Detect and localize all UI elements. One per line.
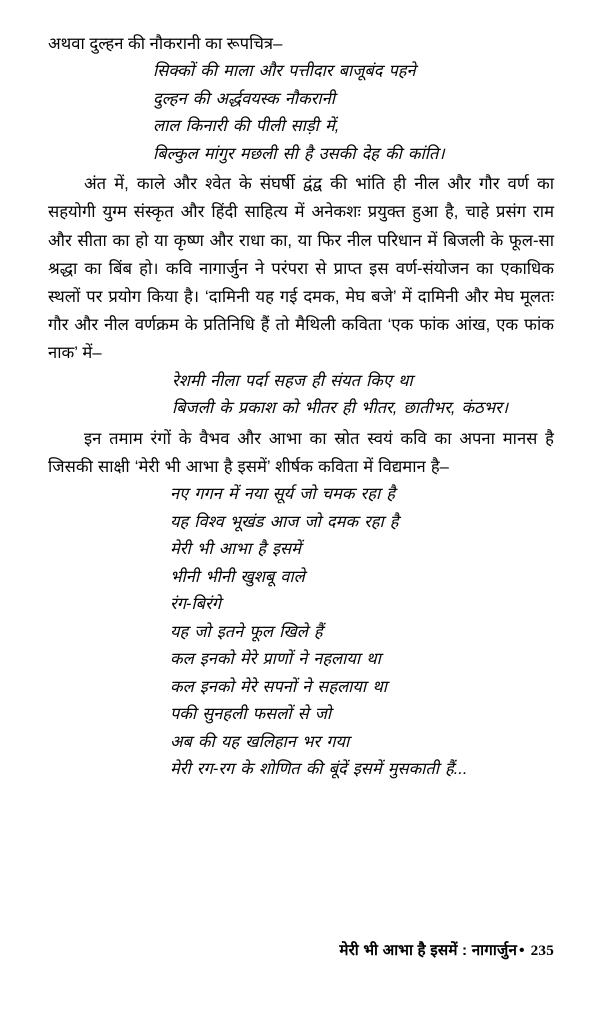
verse-line: कल इनको मेरे सपनों ने सहलाया था (170, 677, 387, 696)
verse-line: बिजली के प्रकाश को भीतर ही भीतर, छातीभर, कंठभर। (172, 399, 509, 418)
verse-block-3 (170, 481, 554, 784)
verse-line: रंग-बिरंगे (170, 595, 221, 614)
page-footer (0, 940, 554, 960)
verse-line: यह जो इतने फूल खिले हैं (170, 622, 323, 641)
verse-line: कल इनको मेरे प्राणों ने नहलाया था (170, 650, 381, 669)
verse-block-1 (153, 58, 554, 168)
page-number: 235 (530, 942, 554, 959)
verse-line: रेशमी नीला पर्दा सहज ही संयत किए था (172, 371, 413, 390)
verse-line: मेरी भी आभा है इसमें (170, 540, 301, 559)
opening-line: अथवा दुल्हन की नौकरानी का रूपचित्र– (48, 34, 283, 53)
page-content (48, 30, 554, 784)
paragraph-2: इन तमाम रंगों के वैभव और आभा का स्रोत स्वयं कवि का अपना मानस है जिसकी साक्षी ‘मेरी भी आभा है इसमें’ शीर्षक कविता में विद्यमान है– (48, 428, 554, 476)
verse-line: लाल किनारी की पीली साड़ी में, (153, 117, 340, 136)
verse-line: नए गगन में नया सूर्य जो चमक रहा है (170, 485, 395, 504)
verse-line: दुल्हन की अर्द्धवयस्क नौकरानी (153, 89, 335, 108)
verse-line: अब की यह खलिहान भर गया (170, 732, 350, 751)
verse-block-2 (172, 368, 554, 423)
footer-title: मेरी भी आभा है इसमें : नागार्जुन (339, 942, 518, 959)
verse-line: भीनी भीनी खुशबू वाले (170, 567, 305, 586)
verse-line: सिक्कों की माला और पत्तीदार बाजूबंद पहने (153, 62, 416, 81)
verse-line: मेरी रग-रग के शोणित की बूंदें इसमें मुसकाती हैं... (170, 760, 468, 779)
verse-line: पकी सुनहली फसलों से जो (170, 705, 332, 724)
footer-separator: • (519, 942, 525, 959)
verse-line: यह विश्व भूखंड आज जो दमक रहा है (170, 512, 399, 531)
verse-line: बिल्कुल मांगुर मछली सी है उसकी देह की कांति। (153, 144, 445, 163)
paragraph-1: अंत में, काले और श्वेत के संघर्षी द्वंद्व की भांति ही नील और गौर वर्ण का सहयोगी युग्म संस्कृत और हिंदी साहित्य में अनेकशः प्रयुक्त हुआ है, चाहे प्रसंग राम और सीता का हो या कृष्ण और राधा का, या फिर नील परिधान में बिजली के फूल-सा श्रद्धा का बिंब हो। कवि नागार्जुन ने परंपरा से प्राप्त इस वर्ण-संयोजन का एकाधिक स्थलों पर प्रयोग किया है। ‘दामिनी यह गई दमक, मेघ बजे’ में दामिनी और मेघ मूलतः गौर और नील वर्णक्रम के प्रतिनिधि हैं तो मैथिली कविता ‘एक फांक आंख, एक फांक नाक’ में– (48, 174, 554, 363)
